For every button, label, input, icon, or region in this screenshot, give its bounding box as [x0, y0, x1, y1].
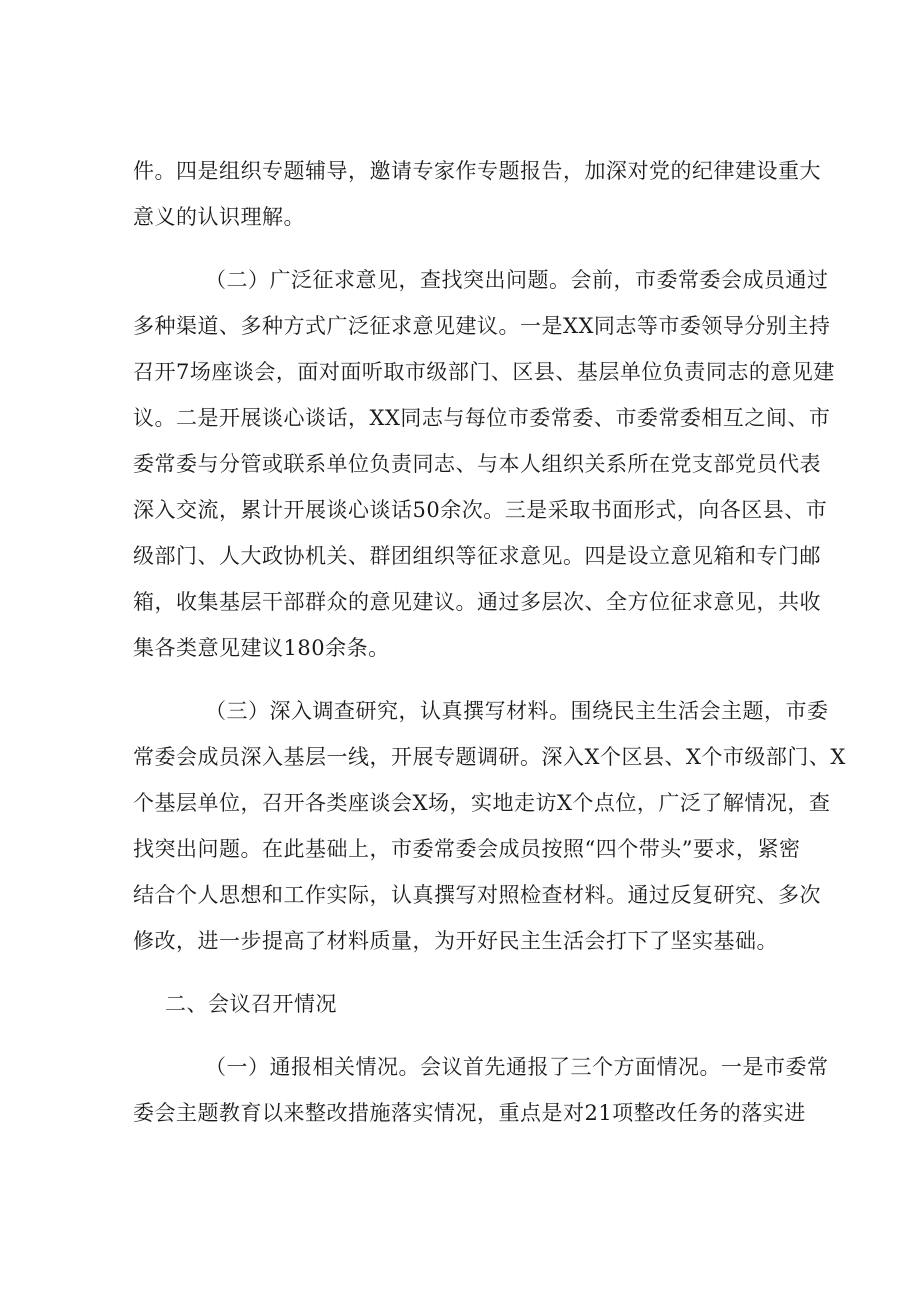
paragraph-line: 深入交流，累计开展谈心谈话50余次。三是采取书面形式，向各区县、市 [133, 498, 828, 522]
paragraph-line: （三）深入调查研究，认真撰写材料。围绕民主生活会主题，市委 [205, 699, 829, 723]
paragraph-line: 级部门、人大政协机关、群团组织等征求意见。四是设立意见箱和专门邮 [133, 544, 821, 568]
paragraph-line: 多种渠道、多种方式广泛征求意见建议。一是XX同志等市委领导分别主持 [133, 314, 831, 338]
paragraph-line: 意义的认识理解。 [133, 205, 305, 229]
paragraph-line: 结合个人思想和工作实际，认真撰写对照检查材料。通过反复研究、多次 [133, 883, 821, 907]
paragraph-line: 箱，收集基层干部群众的意见建议。通过多层次、全方位征求意见，共收 [133, 590, 821, 614]
paragraph-line: 件。四是组织专题辅导，邀请专家作专题报告，加深对党的纪律建设重大 [133, 159, 821, 183]
section-heading: 二、会议召开情况 [165, 992, 337, 1016]
paragraph-line: 个基层单位，召开各类座谈会X场，实地走访X个点位，广泛了解情况，查 [133, 791, 831, 815]
paragraph-line: 委常委与分管或联系单位负责同志、与本人组织关系所在党支部党员代表 [133, 452, 821, 476]
paragraph-line: 集各类意见建议180余条。 [133, 636, 390, 660]
paragraph-line: （二）广泛征求意见，查找突出问题。会前，市委常委会成员通过 [205, 268, 829, 292]
paragraph-line: 委会主题教育以来整改措施落实情况，重点是对21项整改任务的落实进 [133, 1101, 806, 1125]
paragraph-line: 常委会成员深入基层一线，开展专题调研。深入X个区县、X个市级部门、X [133, 745, 846, 769]
paragraph-line: （一）通报相关情况。会议首先通报了三个方面情况。一是市委常 [205, 1055, 829, 1079]
paragraph-line: 召开7场座谈会，面对面听取市级部门、区县、基层单位负责同志的意见建 [133, 360, 835, 384]
paragraph-line: 修改，进一步提高了材料质量，为开好民主生活会打下了坚实基础。 [133, 929, 778, 953]
paragraph-line: 议。二是开展谈心谈话，XX同志与每位市委常委、市委常委相互之间、市 [133, 406, 831, 430]
paragraph-line: 找突出问题。在此基础上，市委常委会成员按照“四个带头”要求，紧密 [133, 837, 801, 861]
